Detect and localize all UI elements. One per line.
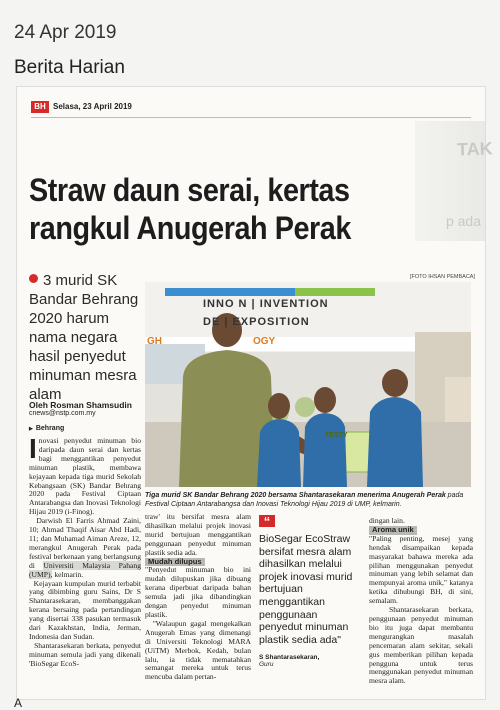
quote-icon: “ <box>259 515 275 527</box>
paragraph: "Penyedut minuman bio ini mudah dilupuskan jika dibuang kerana diperbuat daripada bahan semula jadi jika dibandingkan dengan penyedut minuman plastik. <box>145 565 251 619</box>
paragraph <box>145 620 251 682</box>
photo-caption <box>145 491 475 509</box>
photo-illustration <box>145 282 471 487</box>
subhead-label: Aroma unik <box>369 526 417 535</box>
adjacent-page-text: TAK <box>456 138 494 160</box>
paragraph-text: kelmarin. <box>52 569 84 579</box>
pull-quote <box>259 515 363 668</box>
paragraph <box>369 606 473 686</box>
paragraph-text: Kejayaan kumpulan murid terbabit yang dibimbing guru Sains, Dr S Shantarasekaran, membanggakan kerana bersaing pada pertandingan yang disertai 338 pasukan termasuk dari Kazakhstan, India, Jerman, Indonesia dan Sudan. <box>29 578 141 641</box>
paragraph-text: "Walaupun gagal mengekalkan Anugerah Emas yang dimenangi di Universiti Teknologi MARA (UiTM) Merbok, Kedah, bulan lalu, ia tidak mematahkan semangat mereka untuk terus mencuba dalam pertan- <box>145 618 251 682</box>
highlighted-text: Universiti Malaysia Pahang (UMP), <box>29 560 141 579</box>
photo-credit: [FOTO IHSAN PEMBACA] <box>410 274 475 280</box>
paragraph <box>29 580 141 642</box>
bh-logo: BH <box>31 101 49 113</box>
banner-text-left: GH <box>147 336 162 347</box>
paragraph <box>29 517 141 579</box>
caption-lead: Tiga murid SK Bandar Behrang 2020 bersama Shantarasekaran menerima Anugerah Perak <box>145 492 446 499</box>
adjacent-page-text-2: p ada <box>445 213 481 229</box>
subheadline: 3 murid SK Bandar Behrang 2020 harum nama negara hasil penyedut minuman mesra alam <box>29 272 139 403</box>
newspaper-clipping <box>16 86 494 700</box>
article-column-1 <box>29 433 141 669</box>
headline: Straw daun serai, kertas rangkul Anugerah Perak <box>29 172 351 246</box>
byline: Oleh Rosman Shamsudin <box>29 400 132 410</box>
quote-text: BioSegar EcoStraw bersifat mesra alam dihasilkan melalui projek inovasi murid bertujuan menggantikan penggunaan penyedut minuman plastik sedia ada" <box>259 533 353 646</box>
certificate-text: TESTY <box>325 432 348 439</box>
issue-date: Selasa, 23 April 2019 <box>53 102 132 111</box>
paragraph-text: Shantarasekaran berkata, penyedut minuman semula jadi yang dikenali 'BioSegar EcoS- <box>29 640 141 668</box>
drop-cap: I <box>29 433 37 464</box>
header-rule <box>31 117 471 118</box>
paragraph: "Paling penting, mesej yang hendak disampaikan kepada masyarakat bahawa mereka ada pilihan menggunakan penyedut minuman yang lebih selamat dan mempunyai aroma unik," katanya ketika dihubungi BH, di sini, semalam. <box>369 533 473 606</box>
cut-off-heading: A <box>14 696 23 710</box>
paragraph-text: novasi penyedut minuman bio daripada daun serai dan kertas bagi menggantikan penyedut minuman plastik, membawa kejayaan kepada tiga murid Sekolah Kebangsaan (SK) Bandar Behrang 2020 pada Festival Ciptaan Antarabangsa dan Inovasi Teknologi Hijau 2019 (i-Finog). <box>29 436 141 517</box>
caption-rest: pada Festival Ciptaan Antarabangsa dan Inovasi Teknologi Hijau 2019 di UMP, kelmarin. <box>145 492 464 508</box>
quote-author-role: Guru <box>259 661 274 669</box>
article-date: 24 Apr 2019 <box>14 22 117 43</box>
paragraph-text: Shantarasekaran berkata, penggunaan penyedut minuman bio itu juga dapat membantu mengurangkan masalah pencemaran alam sekitar, sekali gus memberikan pilihan kepada pengguna untuk terus menggunakan penyedut minuman mesra alam. <box>369 605 473 686</box>
article-column-2 <box>145 513 251 682</box>
paragraph: dingan lain. <box>369 516 405 525</box>
paragraph: traw' itu bersifat mesra alam dihasilkan melalui projek inovasi murid bertujuan menggantikan penggunaan penyedut minuman plastik sedia ada. <box>145 512 251 557</box>
paragraph-text: Darwish El Farris Ahmad Zaini, 10; Ahmad Thaqif Aisar Abd Hadi, 11; dan Muhamad Aiman Areze, 12, merangkul Anugerah Perak pada festival berkenaan yang berlangsung di <box>29 516 141 570</box>
byline-email: cnews@nstp.com.my <box>29 410 96 417</box>
article-column-4 <box>369 517 473 686</box>
banner-text-right: OGY <box>253 336 276 347</box>
subhead-label: Mudah dilupus <box>145 558 205 567</box>
paragraph <box>29 642 141 669</box>
paragraph <box>29 433 141 517</box>
newspaper-name: Berita Harian <box>14 57 125 78</box>
article-photo <box>145 282 471 487</box>
dateline-location: ▶ Behrang <box>29 425 64 432</box>
banner-text-1: INNO N | INVENTION <box>203 298 329 310</box>
banner-text-2: DE | EXPOSITION <box>203 316 310 328</box>
quote-author: S Shantarasekaran, <box>259 654 320 662</box>
